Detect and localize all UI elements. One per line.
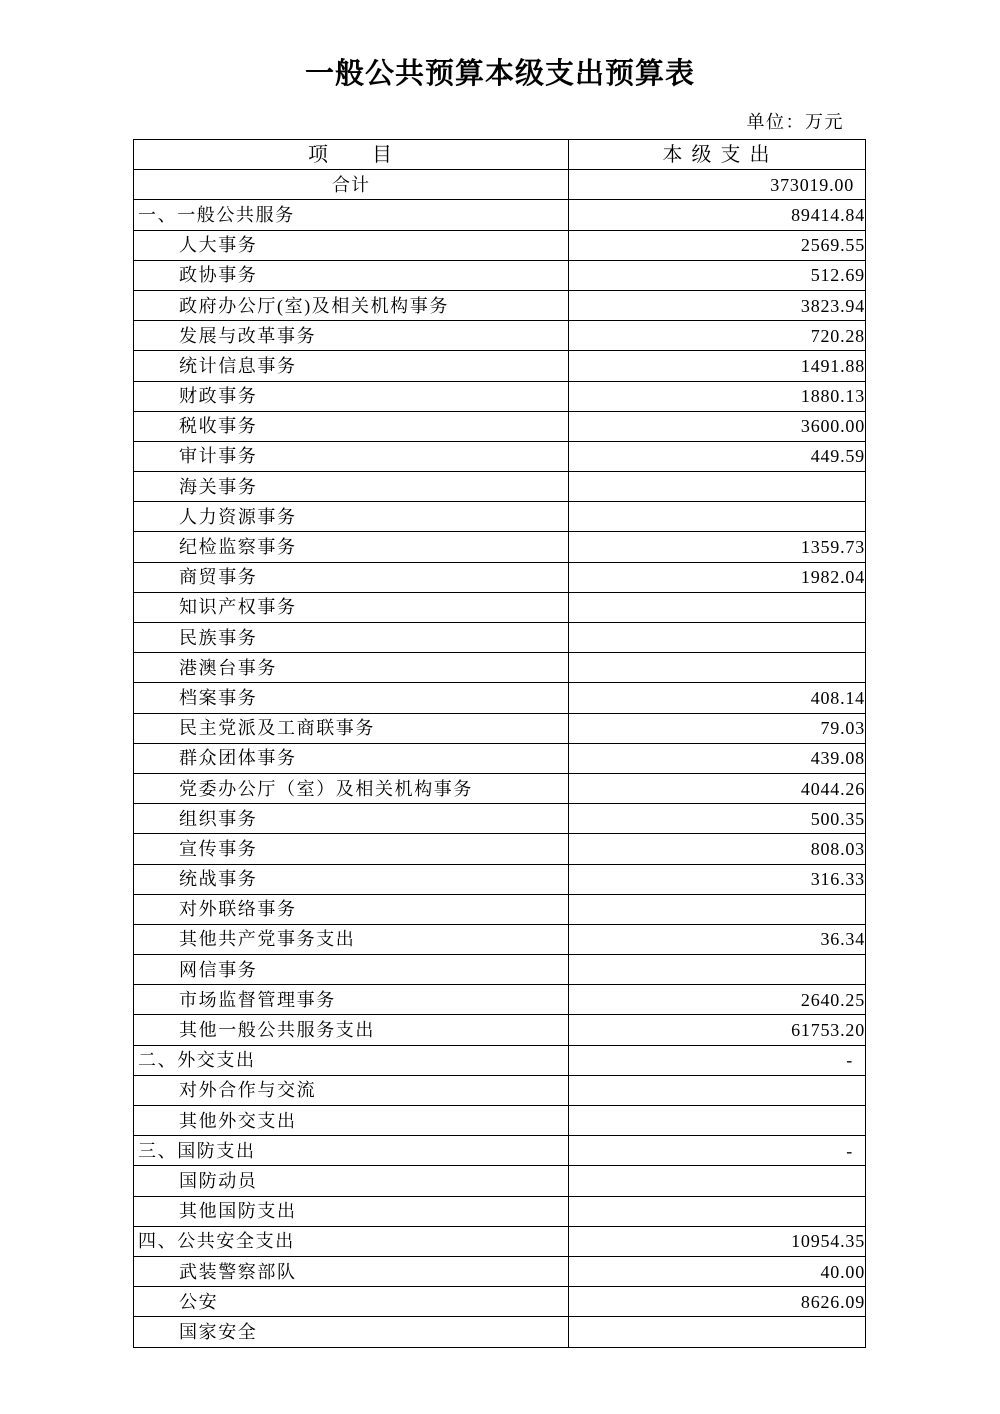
row-value: 3600.00 (569, 411, 866, 441)
table-row (134, 1106, 866, 1136)
table-row (134, 834, 866, 864)
row-value: 439.08 (569, 743, 866, 773)
row-value: 61753.20 (569, 1015, 866, 1045)
row-value: 316.33 (569, 864, 866, 894)
row-value (569, 653, 866, 683)
row-label: 人力资源事务 (134, 502, 569, 532)
table-row (134, 955, 866, 985)
table-row (134, 441, 866, 471)
page-title: 一般公共预算本级支出预算表 (304, 58, 695, 90)
table-row (134, 683, 866, 713)
table-row (134, 381, 866, 411)
row-label: 政协事务 (134, 260, 569, 290)
table-row (134, 1287, 866, 1317)
row-value (569, 955, 866, 985)
table-row (134, 713, 866, 743)
table-row (134, 472, 866, 502)
row-label: 商贸事务 (134, 562, 569, 592)
row-label: 发展与改革事务 (134, 321, 569, 351)
row-value (569, 592, 866, 622)
table-row (134, 623, 866, 653)
row-value: 373019.00 (569, 170, 866, 200)
row-value: 1359.73 (569, 532, 866, 562)
table-row (134, 1196, 866, 1226)
table-row (134, 773, 866, 803)
table-row (134, 230, 866, 260)
row-value: 36.34 (569, 924, 866, 954)
row-label: 档案事务 (134, 683, 569, 713)
row-value (569, 1317, 866, 1347)
row-value: 89414.84 (569, 200, 866, 230)
row-value (569, 472, 866, 502)
table-row (134, 1166, 866, 1196)
row-value (569, 1106, 866, 1136)
row-value (569, 1196, 866, 1226)
row-label: 宣传事务 (134, 834, 569, 864)
row-value: 720.28 (569, 321, 866, 351)
table-row (134, 290, 866, 320)
row-value: 2569.55 (569, 230, 866, 260)
row-label: 党委办公厅（室）及相关机构事务 (134, 773, 569, 803)
table-row (134, 411, 866, 441)
row-value (569, 1166, 866, 1196)
table-row (134, 1317, 866, 1347)
row-label: 一、一般公共服务 (134, 200, 569, 230)
row-label: 二、外交支出 (134, 1045, 569, 1075)
row-label: 税收事务 (134, 411, 569, 441)
table-row (134, 1256, 866, 1286)
row-value: 500.35 (569, 804, 866, 834)
row-label: 纪检监察事务 (134, 532, 569, 562)
row-label: 港澳台事务 (134, 653, 569, 683)
row-value: 4044.26 (569, 773, 866, 803)
row-value: 512.69 (569, 260, 866, 290)
row-label: 统计信息事务 (134, 351, 569, 381)
row-label: 其他共产党事务支出 (134, 924, 569, 954)
row-value: 2640.25 (569, 985, 866, 1015)
row-value: 40.00 (569, 1256, 866, 1286)
table-row (134, 532, 866, 562)
row-label: 人大事务 (134, 230, 569, 260)
row-label: 市场监督管理事务 (134, 985, 569, 1015)
table-row (134, 985, 866, 1015)
row-value: 8626.09 (569, 1287, 866, 1317)
header-amount: 本 级 支 出 (569, 140, 866, 170)
row-label: 对外合作与交流 (134, 1075, 569, 1105)
unit-label: 单位：万元 (746, 112, 844, 132)
row-label: 其他外交支出 (134, 1106, 569, 1136)
row-label: 其他国防支出 (134, 1196, 569, 1226)
table-row (134, 864, 866, 894)
table-row (134, 894, 866, 924)
table-row (134, 804, 866, 834)
row-value: 1491.88 (569, 351, 866, 381)
row-value (569, 1075, 866, 1105)
row-label: 民族事务 (134, 623, 569, 653)
table-body (134, 170, 866, 1347)
row-label: 武装警察部队 (134, 1256, 569, 1286)
row-value: - (569, 1136, 866, 1166)
table-row (134, 260, 866, 290)
row-label: 合计 (134, 170, 569, 200)
row-value (569, 502, 866, 532)
row-label: 网信事务 (134, 955, 569, 985)
row-label: 海关事务 (134, 472, 569, 502)
row-label: 国家安全 (134, 1317, 569, 1347)
row-label: 三、国防支出 (134, 1136, 569, 1166)
table-row (134, 743, 866, 773)
row-label: 政府办公厅(室)及相关机构事务 (134, 290, 569, 320)
row-label: 审计事务 (134, 441, 569, 471)
row-label: 其他一般公共服务支出 (134, 1015, 569, 1045)
table-row (134, 592, 866, 622)
row-value: 10954.35 (569, 1226, 866, 1256)
table-row (134, 562, 866, 592)
row-label: 群众团体事务 (134, 743, 569, 773)
budget-table (133, 139, 866, 1348)
table-row (134, 502, 866, 532)
row-label: 对外联络事务 (134, 894, 569, 924)
table-row (134, 1015, 866, 1045)
row-value (569, 894, 866, 924)
table-row (134, 321, 866, 351)
category-row (134, 1045, 866, 1075)
row-value: - (569, 1045, 866, 1075)
row-label: 组织事务 (134, 804, 569, 834)
row-value: 1880.13 (569, 381, 866, 411)
table-row (134, 1075, 866, 1105)
category-row (134, 1226, 866, 1256)
table-row (134, 653, 866, 683)
row-value: 808.03 (569, 834, 866, 864)
category-row (134, 200, 866, 230)
row-label: 国防动员 (134, 1166, 569, 1196)
category-row (134, 1136, 866, 1166)
row-label: 财政事务 (134, 381, 569, 411)
row-label: 知识产权事务 (134, 592, 569, 622)
table-row (134, 924, 866, 954)
row-value: 408.14 (569, 683, 866, 713)
row-value: 3823.94 (569, 290, 866, 320)
row-label: 民主党派及工商联事务 (134, 713, 569, 743)
row-value: 449.59 (569, 441, 866, 471)
row-label: 统战事务 (134, 864, 569, 894)
row-label: 四、公共安全支出 (134, 1226, 569, 1256)
table-header-row (134, 140, 866, 170)
table-row (134, 351, 866, 381)
total-row (134, 170, 866, 200)
row-value: 79.03 (569, 713, 866, 743)
header-item: 项 目 (134, 140, 569, 170)
row-label: 公安 (134, 1287, 569, 1317)
row-value: 1982.04 (569, 562, 866, 592)
row-value (569, 623, 866, 653)
